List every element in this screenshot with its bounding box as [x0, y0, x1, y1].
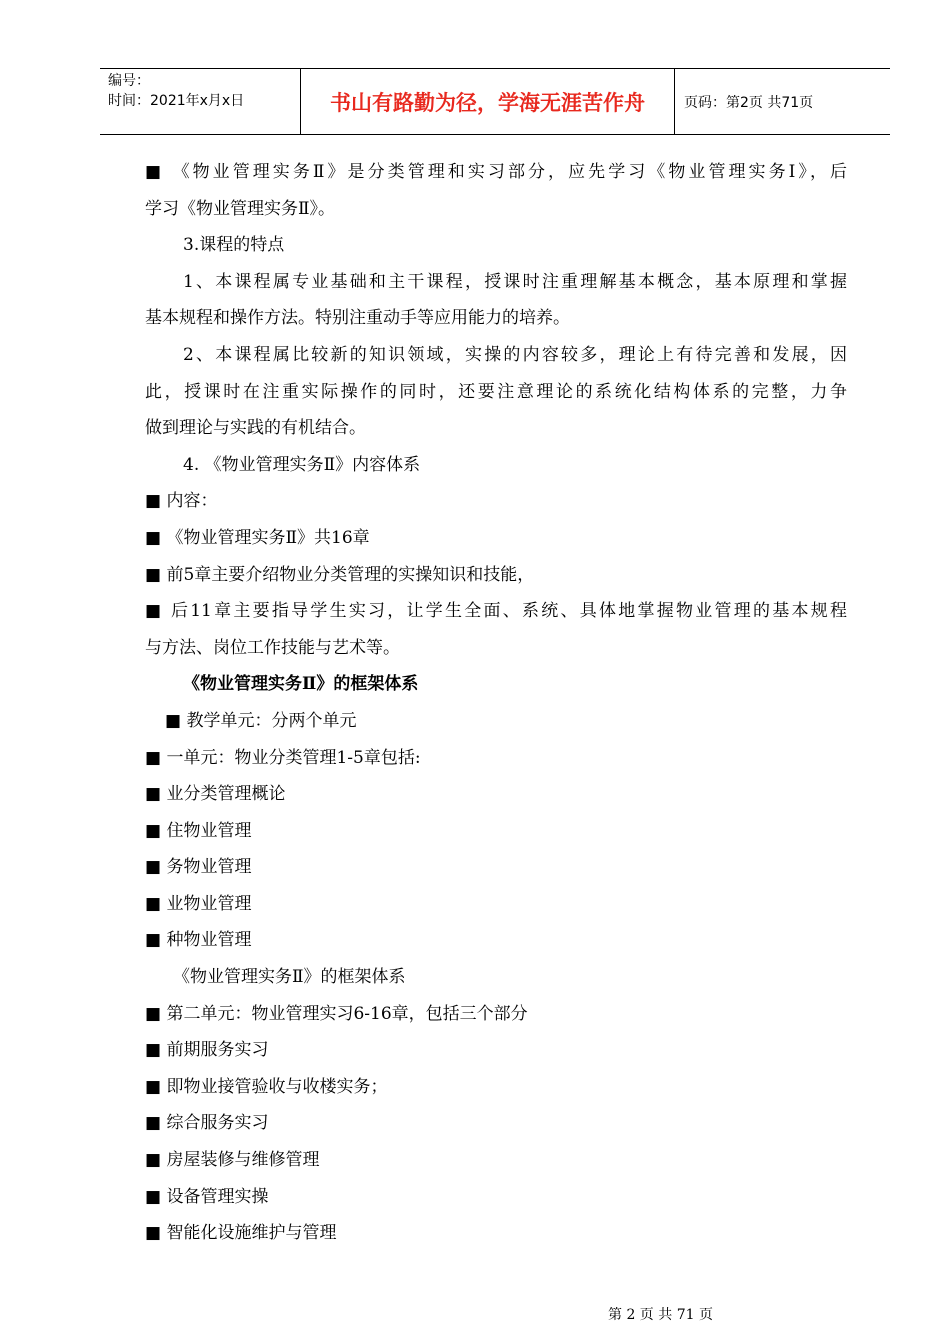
document-body — [145, 154, 847, 1252]
page-header — [100, 68, 890, 135]
framework-heading: 《物业管理实务Ⅱ》的框架体系 — [173, 967, 406, 988]
list-item: ■ 前期服务实习 — [145, 1040, 269, 1061]
list-item: ■ 智能化设施维护与管理 — [145, 1223, 337, 1244]
header-motto: 书山有路勤为径，学海无涯苦作舟 — [301, 69, 675, 134]
paragraph-line: 与方法、岗位工作技能与艺术等。 — [145, 637, 400, 658]
code-label: 编号： — [108, 73, 150, 89]
list-item: ■ 住物业管理 — [145, 820, 252, 841]
paragraph-line: 2、本课程属比较新的知识领域，实操的内容较多，理论上有待完善和发展，因 — [183, 344, 847, 365]
section-heading: 3.课程的特点 — [183, 235, 285, 256]
list-item: ■ 即物业接管验收与收楼实务； — [145, 1076, 388, 1097]
paragraph-line: 1、本课程属专业基础和主干课程，授课时注重理解基本概念，基本原理和掌握 — [183, 271, 847, 292]
header-page-info: 页码：第2页 共71页 — [684, 94, 814, 111]
section-heading: 4. 《物业管理实务Ⅱ》内容体系 — [183, 454, 421, 475]
list-item: ■ 房屋装修与维修管理 — [145, 1150, 320, 1171]
list-item: ■ 务物业管理 — [145, 857, 252, 878]
list-item: ■ 综合服务实习 — [145, 1113, 269, 1134]
list-item: ■ 业物业管理 — [145, 893, 252, 914]
paragraph-line: 基本规程和操作方法。特别注重动手等应用能力的培养。 — [145, 308, 570, 329]
page-footer: 第 2 页 共 71 页 — [608, 1307, 713, 1323]
paragraph-line: ■ 《物业管理实务Ⅱ》是分类管理和实习部分，应先学习《物业管理实务Ⅰ》，后 — [145, 162, 847, 182]
list-item: ■ 前5章主要介绍物业分类管理的实操知识和技能， — [145, 564, 535, 585]
list-item: ■ 《物业管理实务Ⅱ》共16章 — [145, 527, 370, 548]
list-item: ■ 种物业管理 — [145, 930, 252, 951]
list-item: ■ 后11章主要指导学生实习，让学生全面、系统、具体地掌握物业管理的基本规程 — [145, 601, 847, 622]
list-item: ■ 设备管理实操 — [145, 1186, 269, 1207]
time-label: 时间：2021年x月x日 — [108, 93, 245, 109]
list-item: ■ 业分类管理概论 — [145, 784, 286, 805]
list-item: ■ 一单元：物业分类管理1-5章包括: — [145, 747, 421, 768]
paragraph-line: 做到理论与实践的有机结合。 — [145, 418, 366, 439]
list-item: ■ 内容： — [145, 491, 218, 512]
list-item: ■ 教学单元：分两个单元 — [165, 710, 357, 731]
framework-heading: 《物业管理实务Ⅱ》的框架体系 — [183, 674, 419, 695]
paragraph-line: 此，授课时在注重实际操作的同时，还要注意理论的系统化结构体系的完整，力争 — [145, 381, 847, 402]
paragraph-line: 学习《物业管理实务Ⅱ》。 — [145, 198, 336, 219]
header-meta — [100, 69, 301, 134]
list-item: ■ 第二单元：物业管理实习6-16章，包括三个部分 — [145, 1003, 528, 1024]
